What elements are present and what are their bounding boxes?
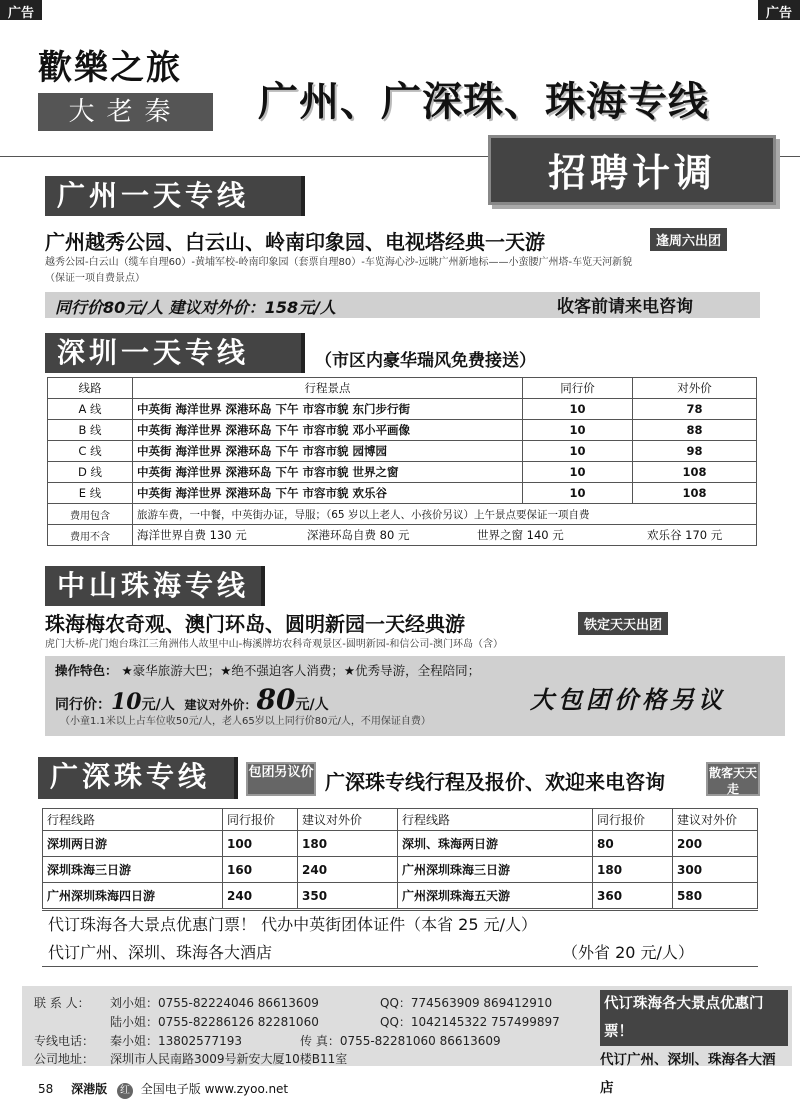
zs-peer-price: 10 bbox=[111, 689, 142, 715]
table-row bbox=[48, 483, 757, 504]
col-header: 行程景点 bbox=[133, 378, 523, 399]
route-cell: 广州深圳珠海三日游 bbox=[398, 857, 593, 883]
gsz-extra-line-1: 代订珠海各大景点优惠门票！ 代办中英街团体证件（本省 25 元/人） bbox=[48, 915, 538, 934]
col-header: 行程线路 bbox=[43, 809, 223, 831]
peer-price-cell: 10 bbox=[523, 441, 633, 462]
zs-headline: 珠海梅农奇观、澳门环岛、圆明新园一天经典游 bbox=[45, 612, 465, 636]
route-cell: 深圳珠海三日游 bbox=[43, 857, 223, 883]
contact-qq-2: QQ：1042145322 757499897 bbox=[380, 1015, 560, 1029]
zs-route: 虎门大桥-虎门炮台珠江三角洲伟人故里中山-梅溪牌坊农科奇观景区-圆明新园-和信公司-澳门环岛（含） bbox=[45, 639, 504, 650]
col-header: 同行报价 bbox=[223, 809, 298, 831]
zs-unit: 元/人 bbox=[141, 697, 175, 713]
table-row bbox=[43, 857, 758, 883]
line-cell: A 线 bbox=[48, 399, 133, 420]
retail-price-cell: 580 bbox=[673, 883, 758, 909]
exclude-cell bbox=[133, 525, 757, 546]
line-cell: E 线 bbox=[48, 483, 133, 504]
gz-consult: 收客前请来电咨询 bbox=[557, 297, 693, 317]
include-text: 旅游车费，一中餐，中英街办证，导服；（65 岁以上老人、小孩价另议）上午景点要保证一项自费 bbox=[133, 504, 757, 525]
gsz-headline: 广深珠专线行程及报价、欢迎来电咨询 bbox=[325, 770, 665, 794]
table-row bbox=[43, 883, 758, 909]
gsz-section-heading: 广深珠专线 bbox=[38, 757, 238, 799]
brand-subname: 大老秦 bbox=[38, 93, 213, 131]
spots-cell: 中英街 海洋世界 深港环岛 下午 市容市貌 世界之窗 bbox=[133, 462, 523, 483]
zs-unit: 元/人 bbox=[295, 697, 329, 713]
col-header: 行程线路 bbox=[398, 809, 593, 831]
ad-tag-left: 广告 bbox=[0, 0, 42, 20]
peer-price-cell: 10 bbox=[523, 399, 633, 420]
sz-subheading: （市区内豪华瑞风免费接送） bbox=[315, 351, 536, 371]
contact-label-1: 联 系 人： bbox=[34, 996, 90, 1010]
gz-price: 同行价80元/人 建议对外价：158元/人 bbox=[55, 298, 336, 317]
col-header: 同行价 bbox=[523, 378, 633, 399]
table-header-row bbox=[43, 809, 758, 831]
gsz-tag-right: 散客天天走 bbox=[706, 762, 760, 796]
gz-schedule-badge: 逢周六出团 bbox=[650, 228, 727, 251]
peer-price-cell: 100 bbox=[223, 831, 298, 857]
peer-price-cell: 10 bbox=[523, 462, 633, 483]
peer-price-cell: 240 bbox=[223, 883, 298, 909]
table-row bbox=[48, 462, 757, 483]
edition-mark: 红 bbox=[117, 1083, 133, 1099]
spots-cell: 中英街 海洋世界 深港环岛 下午 市容市貌 东门步行街 bbox=[133, 399, 523, 420]
contact-hotline: 秦小姐：13802577193 bbox=[110, 1034, 242, 1048]
zs-feature-label: 操作特色： bbox=[55, 663, 118, 678]
route-cell: 深圳、珠海两日游 bbox=[398, 831, 593, 857]
route-cell: 广州深圳珠海五天游 bbox=[398, 883, 593, 909]
peer-price-cell: 360 bbox=[593, 883, 673, 909]
page-title: 广州、广深珠、珠海专线 bbox=[258, 78, 709, 125]
site-link[interactable]: 全国电子版 www.zyoo.net bbox=[140, 1082, 289, 1096]
zs-prices bbox=[55, 683, 329, 716]
gz-headline: 广州越秀公园、白云山、岭南印象园、电视塔经典一天游 bbox=[45, 230, 545, 254]
retail-price-cell: 240 bbox=[298, 857, 398, 883]
gsz-divider bbox=[42, 910, 758, 911]
brand-name: 歡樂之旅 bbox=[38, 48, 182, 88]
route-cell: 深圳两日游 bbox=[43, 831, 223, 857]
col-header: 建议对外价 bbox=[673, 809, 758, 831]
gz-section-heading: 广州一天专线 bbox=[45, 176, 305, 216]
exclude-item: 世界之窗 140 元 bbox=[477, 528, 564, 542]
col-header: 线路 bbox=[48, 378, 133, 399]
col-header: 对外价 bbox=[633, 378, 757, 399]
sz-section-heading: 深圳一天专线 bbox=[45, 333, 305, 373]
recruit-banner: 招聘计调 bbox=[488, 135, 776, 205]
zs-retail-label: 建议对外价： bbox=[184, 698, 257, 712]
contact-label-3: 专线电话： bbox=[34, 1034, 95, 1048]
table-row bbox=[48, 504, 757, 525]
col-header: 建议对外价 bbox=[298, 809, 398, 831]
gsz-price-table bbox=[42, 808, 758, 909]
zs-schedule-badge: 铁定天天出团 bbox=[578, 612, 668, 635]
retail-price-cell: 98 bbox=[633, 441, 757, 462]
table-row bbox=[48, 441, 757, 462]
spots-cell: 中英街 海洋世界 深港环岛 下午 市容市貌 园博园 bbox=[133, 441, 523, 462]
spots-cell: 中英街 海洋世界 深港环岛 下午 市容市貌 邓小平画像 bbox=[133, 420, 523, 441]
zs-note: （小童1.1米以上占车位收50元/人，老人65岁以上同行价80元/人，不用保证自费） bbox=[60, 716, 431, 727]
promo-line-1: 代订珠海各大景点优惠门票！ bbox=[600, 990, 788, 1046]
line-cell: B 线 bbox=[48, 420, 133, 441]
table-row bbox=[43, 831, 758, 857]
line-cell: D 线 bbox=[48, 462, 133, 483]
peer-price-cell: 80 bbox=[593, 831, 673, 857]
retail-price-cell: 78 bbox=[633, 399, 757, 420]
retail-price-cell: 108 bbox=[633, 462, 757, 483]
ad-tag-right: 广告 bbox=[758, 0, 800, 20]
contact-label-4: 公司地址： bbox=[34, 1052, 95, 1066]
line-cell: C 线 bbox=[48, 441, 133, 462]
spots-cell: 中英街 海洋世界 深港环岛 下午 市容市貌 欢乐谷 bbox=[133, 483, 523, 504]
gsz-extra-line-2: 代订广州、深圳、珠海各大酒店 bbox=[48, 943, 273, 962]
col-header: 同行报价 bbox=[593, 809, 673, 831]
peer-price-cell: 10 bbox=[523, 483, 633, 504]
contact-qq-1: QQ：774563909 869412910 bbox=[380, 996, 553, 1010]
exclude-item: 深港环岛自费 80 元 bbox=[307, 528, 410, 542]
gz-route: 越秀公园-白云山（缆车自理60）-黄埔军校-岭南印象园（套票自理80）-车览海心沙-远眺广州新地标——小蛮腰广州塔-车览天河新貌 bbox=[45, 257, 633, 268]
table-row bbox=[48, 399, 757, 420]
retail-price-cell: 180 bbox=[298, 831, 398, 857]
zs-section-heading: 中山珠海专线 bbox=[45, 566, 265, 606]
gsz-bottom-divider bbox=[42, 966, 758, 967]
peer-price-cell: 160 bbox=[223, 857, 298, 883]
gsz-tag-left: 包团另议价 bbox=[246, 762, 316, 796]
table-row bbox=[48, 420, 757, 441]
contact-fax: 传 真：0755-82281060 86613609 bbox=[300, 1034, 501, 1048]
contact-person-1: 刘小姐：0755-82224046 86613609 bbox=[110, 996, 319, 1010]
contact-address: 深圳市人民南路3009号新安大厦10楼B11室 bbox=[110, 1052, 348, 1066]
contact-person-2: 陆小姐：0755-82286126 82281060 bbox=[110, 1015, 319, 1029]
peer-price-cell: 10 bbox=[523, 420, 633, 441]
retail-price-cell: 200 bbox=[673, 831, 758, 857]
gsz-extra-line-3: （外省 20 元/人） bbox=[562, 943, 694, 962]
retail-price-cell: 108 bbox=[633, 483, 757, 504]
retail-price-cell: 88 bbox=[633, 420, 757, 441]
exclude-item: 海洋世界自费 130 元 bbox=[137, 528, 247, 542]
table-row bbox=[48, 525, 757, 546]
page-footer bbox=[0, 1078, 800, 1100]
brand-logo bbox=[38, 40, 213, 131]
exclude-item: 欢乐谷 170 元 bbox=[647, 528, 723, 542]
table-header-row bbox=[48, 378, 757, 399]
zs-retail-price: 80 bbox=[256, 683, 296, 716]
peer-price-cell: 180 bbox=[593, 857, 673, 883]
gz-note: （保证一项自费景点） bbox=[45, 273, 145, 284]
page-number: 58 bbox=[38, 1082, 54, 1096]
edition-name: 深港版 bbox=[71, 1082, 108, 1096]
sz-route-table bbox=[47, 377, 757, 546]
exclude-label: 费用不含 bbox=[48, 525, 133, 546]
retail-price-cell: 300 bbox=[673, 857, 758, 883]
zs-features bbox=[55, 661, 480, 679]
promo-line-2: 代订广州、深圳、珠海各大酒店 bbox=[600, 1052, 776, 1096]
zs-feature-list: ★豪华旅游大巴；★绝不强迫客人消费；★优秀导游，全程陪同； bbox=[121, 663, 481, 678]
include-label: 费用包含 bbox=[48, 504, 133, 525]
route-cell: 广州深圳珠海四日游 bbox=[43, 883, 223, 909]
retail-price-cell: 350 bbox=[298, 883, 398, 909]
zs-group-slogan: 大包团价格另议 bbox=[530, 685, 726, 714]
zs-peer-label: 同行价： bbox=[55, 697, 111, 713]
